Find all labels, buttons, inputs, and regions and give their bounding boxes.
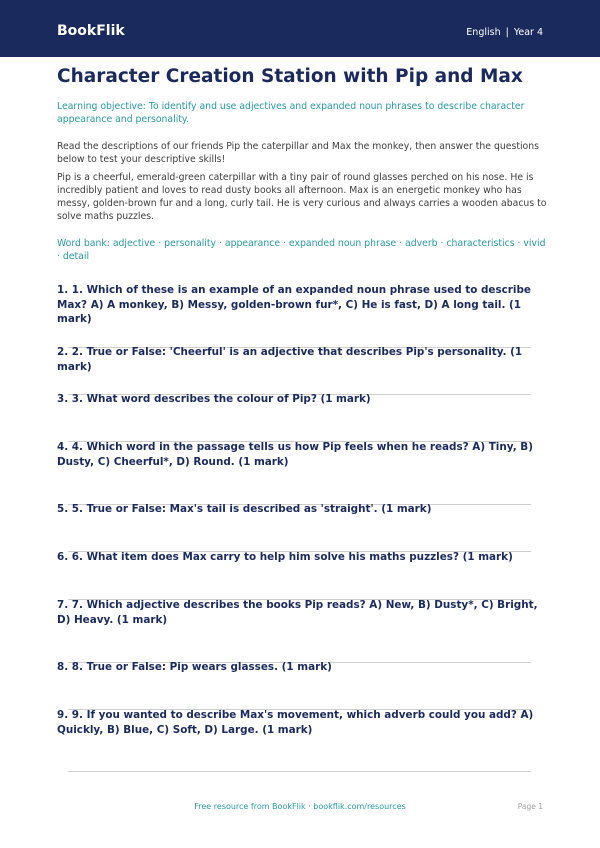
answer-line-9 xyxy=(68,771,531,772)
question-4: 4. 4. Which word in the passage tells us how Pip feels when he reads? A) Tiny, B) Dusty, C) Cheerful*, D) Round. (1 mark) xyxy=(57,441,533,468)
question-7: 7. 7. Which adjective describes the books Pip reads? A) New, B) Dusty*, C) Bright, D) Heavy. (1 mark) xyxy=(57,599,538,626)
question-3: 3. 3. What word describes the colour of Pip? (1 mark) xyxy=(57,393,371,405)
intro-text: Read the descriptions of our friends Pip the caterpillar and Max the monkey, then answer the questions below to test your descriptive skills! xyxy=(57,141,539,165)
year-label: Year 4 xyxy=(513,27,543,38)
learning-objective: Learning objective: To identify and use adjectives and expanded noun phrases to describe character appearance and personality. xyxy=(57,101,525,125)
question-2: 2. 2. True or False: 'Cheerful' is an adjective that describes Pip's personality. (1 mark) xyxy=(57,346,523,373)
separator: | xyxy=(505,27,509,38)
page-header xyxy=(0,0,600,57)
question-9: 9. 9. If you wanted to describe Max's movement, which adverb could you add? A) Quickly, B) Blue, C) Soft, D) Large. (1 mark) xyxy=(57,709,534,736)
question-8: 8. 8. True or False: Pip wears glasses. (1 mark) xyxy=(57,661,332,673)
passage-text: Pip is a cheerful, emerald-green caterpillar with a tiny pair of round glasses perched on his nose. He is incredibly patient and loves to read dusty books all afternoon. Max is an energetic monkey who has messy, golden-brown fur and a long, curly tail. He is very curious and always carries a wooden abacus to solve maths puzzles. xyxy=(57,172,547,222)
worksheet-title: Character Creation Station with Pip and Max xyxy=(57,66,523,87)
question-6: 6. 6. What item does Max carry to help him solve his maths puzzles? (1 mark) xyxy=(57,551,513,563)
word-bank: Word bank: adjective · personality · appearance · expanded noun phrase · adverb · characteristics · vivid · detail xyxy=(57,238,546,262)
question-5: 5. 5. True or False: Max's tail is described as 'straight'. (1 mark) xyxy=(57,503,432,515)
question-1: 1. 1. Which of these is an example of an expanded noun phrase used to describe Max? A) A monkey, B) Messy, golden-brown fur*, C) He is fast, D) A long tail. (1 mark) xyxy=(57,284,531,325)
page-number: Page 1 xyxy=(517,802,543,811)
brand-logo-text: BookFlik xyxy=(57,23,125,39)
footer-credit: Free resource from BookFlik · bookflik.com/resources xyxy=(194,802,406,811)
subject-year-label xyxy=(466,27,543,39)
subject-label: English xyxy=(466,27,501,38)
